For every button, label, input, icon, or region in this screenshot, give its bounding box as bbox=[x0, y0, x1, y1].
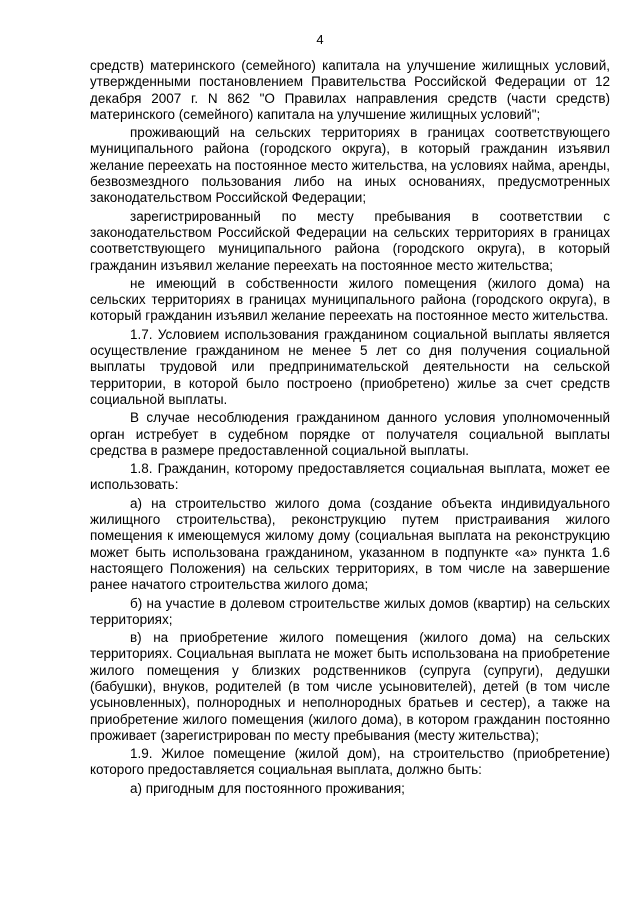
paragraph-rural-residence: проживающий на сельских территориях в границах соответствующего муниципального района (городского округа), в который гражданин изъявил желание переехать на постоянное место жительства, на условиях найма, аренды, безвозмездного пользования либо на иных основаниях, предусмотренных законодательством Российской Федерации; bbox=[90, 125, 610, 206]
paragraph-registered-stay: зарегистрированный по месту пребывания в соответствии с законодательством Российской Федерации на сельских территориях в границах соответствующего муниципального района (городского округа), в который гражданин изъявил желание переехать на постоянное место жительства; bbox=[90, 208, 610, 273]
paragraph-1-9: 1.9. Жилое помещение (жилой дом), на строительство (приобретение) которого предоставляется социальная выплата, должно быть: bbox=[90, 746, 610, 778]
document-body bbox=[90, 58, 610, 799]
paragraph-no-ownership: не имеющий в собственности жилого помещения (жилого дома) на сельских территориях в границах муниципального района (городского округа), в который гражданин изъявил желание переехать на постоянное место жительства. bbox=[90, 275, 610, 324]
paragraph-1-8-v: в) на приобретение жилого помещения (жилого дома) на сельских территориях. Социальная выплата не может быть использована на приобретение жилого помещения у близких родственников (супруга (супруги), дедушки (бабушки), внуков, родителей (в том числе усыновителей), детей (в том числе усыновленных), полнородных и неполнородных братьев и сестер), а также на приобретение жилого помещения (жилого дома), в котором гражданин постоянно проживает (зарегистрирован по месту пребывания (месту жительства); bbox=[90, 630, 610, 743]
paragraph-1-8-b: б) на участие в долевом строительстве жилых домов (квартир) на сельских территориях; bbox=[90, 595, 610, 627]
paragraph-1-9-a: а) пригодным для постоянного проживания; bbox=[130, 780, 405, 796]
paragraph-1-8: 1.8. Гражданин, которому предоставляется социальная выплата, может ее использовать: bbox=[90, 461, 610, 493]
paragraph-continuation: средств) материнского (семейного) капитала на улучшение жилищных условий, утвержденными постановлением Правительства Российской Федерации от 12 декабря 2007 г. N 862 "О Правилах направления средств (части средств) материнского (семейного) капитала на улучшение жилищных условий"; bbox=[90, 58, 610, 122]
paragraph-1-8-a: а) на строительство жилого дома (создание объекта индивидуального жилищного строительства), реконструкцию путем пристраивания жилого помещения к имеющемуся жилому дому (социальная выплата на реконструкцию может быть использована гражданином, указанном в подпункте «а» пункта 1.6 настоящего Положения) на сельских территориях, в том числе на завершение ранее начатого строительства жилого дома; bbox=[90, 495, 610, 593]
page-number: 4 bbox=[316, 32, 324, 47]
paragraph-noncompliance: В случае несоблюдения гражданином данного условия уполномоченный орган истребует в судебном порядке от получателя социальной выплаты средства в размере предоставленной социальной выплаты. bbox=[90, 410, 610, 458]
paragraph-1-7: 1.7. Условием использования гражданином социальной выплаты является осуществление гражданином не менее 5 лет со дня получения социальной выплаты трудовой или предпринимательской деятельности на сельской территории, в которой было построено (приобретено) жилье за счет средств социальной выплаты. bbox=[90, 326, 610, 407]
